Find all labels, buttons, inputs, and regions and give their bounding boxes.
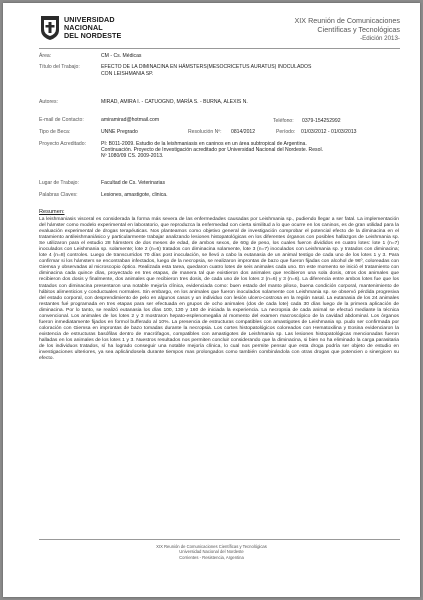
- university-crest-icon: [39, 15, 61, 41]
- resolution-value: 0814/2012: [231, 129, 256, 135]
- period-label: Período:: [276, 129, 296, 135]
- project-value-line-1: PI: B011-2009. Estudio de la leishmaniasis en caninos en un área subtropical de Argentina.: [101, 141, 307, 147]
- keywords-value: Lesiones, amastigote, clinica.: [101, 192, 168, 198]
- phone-value: 0379-154252992: [302, 118, 341, 124]
- logo-text-line-3: DEL NORDESTE: [64, 31, 122, 40]
- footer-line-3: Corrientes - Resistencia, Argentina: [179, 554, 244, 560]
- title-label: Título del Trabajo:: [39, 64, 80, 70]
- university-logo: [39, 15, 169, 45]
- header-divider: [39, 48, 400, 49]
- summary-title: Resumen:: [39, 209, 65, 215]
- area-label: Área:: [39, 53, 52, 59]
- resolution-label: Resolución Nº:: [188, 129, 222, 135]
- event-title-line-2: Científicas y Tecnológicas: [317, 25, 400, 34]
- email-value: amiramirad@hotmail.com: [101, 117, 160, 123]
- period-value: 01/03/2012 - 01/03/2013: [301, 129, 357, 135]
- keywords-label: Palabras Claves:: [39, 192, 78, 198]
- footer-divider: [39, 539, 400, 540]
- event-edition: -Edición 2013-: [360, 35, 400, 42]
- project-label: Proyecto Acreditado:: [39, 141, 87, 147]
- phone-label: Teléfono:: [273, 118, 294, 124]
- event-title-line-1: XIX Reunión de Comunicaciones: [294, 16, 400, 25]
- beca-value: UNNE Pregrado: [101, 129, 138, 135]
- authors-label: Autores:: [39, 99, 58, 105]
- title-value-line-2: CON LEISHMANIA SP.: [101, 71, 154, 77]
- footer-line-1: XIX Reunión de Comunicaciones Científicas y Tecnológicas: [156, 544, 267, 549]
- project-value-line-2: Continuación. Proyecto de Investigación acreditado por Universidad Nacional del Nordeste. Resol.: [101, 147, 323, 153]
- workplace-label: Lugar de Trabajo:: [39, 180, 79, 186]
- workplace-value: Facultad de Cs. Veterinarias: [101, 180, 165, 186]
- summary-text: La leishmaniasis visceral es considerada la forma más severa de las enfermedades causadas por Leishmania sp., pudiendo llegar a ser fatal. La implementación del hámster como modelo experimental en laboratorio, que reproduzca la enfermedad con cierta similitud a lo que ocurre en los caninos, es de gran utilidad para la evaluación experimental de drogas terapéuticas. Nos planteamos como objetivo general de investigación comprobar el potencial efecto de la diminacina en el tratamiento antileishmaniásico y particularmente trabajar analizando lesiones histopatológicas en los diferentes órganos con posibles hallazgos de Leishmania sp. Se utilizaron para el estudio 28 hámsters de dos meses de edad, de ambos sexos, de 60g de peso, los cuales fueron divididos en cuatro lotes: lote 1 (n=7) inoculados con Leishmania sp. solamente; lote 2 (n=6) tratados con diminacina solamente, lote 3 (n=7) inoculados con Leishmania sp. y tratados con diminacina; lote 4 (n=8) controles. Luego de transcurridos 70 días post inoculación, se llevó a cabo la eutanasia de un animal testigo de cada uno de los lotes 1 y 3. Para confirmar si los hámsters se encontraban infectados, luego de la necropsia, se realizaron improntas de bazo que fueron fijadas con alcohol de 96º, coloreadas con Giemsa y observadas al microscopio óptico. Realizada esta tarea, quedaron cuatro lotes de seis animales cada uno. En este momento se inició el tratamiento con diminacina cada quince días, proyectado en tres etapas, de manera tal que existieron dos animales que recibieron una sola dosis, otros dos animales que recibieron dos dosis y finalmente, dos animales que recibieron tres dosis, de cada uno de los lotes 2 (n=6) y 3 (n=6). La diferencia entre ambos lotes fue que los tratados con diminacina presentaron una notable mejoría clínica, evidenciada como: buen estado del manto piloso, buena condición corporal, mantenimiento de hábitos alimenticios y conductuales normales. Sin embargo, en los animales que fueron inoculados solamente con Leishmania sp. se observó pérdida progresiva del estado corporal, con desprendimiento de pelo en algunos casos y un individuo con lesión ulcero-costrosa en la región nasal. La eutanasia de los 24 animales restantes fué programada en tres etapas para ser efectuada en grupos de ocho animales (dos de cada lote) cada 30 días luego de la primera aplicación de diminacina. Por lo tanto, se realizó eutanasia los días 100, 130 y 160 de iniciada la experiencia. La necropsia de cada animal se efectuó mediante la técnica convencional. Los animales de los lotes 2 y 3 mostraron hepato-esplenomegalia al momento del examen macroscópico de la cavidad abdominal. Los órganos fueron inmediatamente fijados en formol bufferado al 10%. La presencia de estructuras compatibles con amastigotes de Leishmania sp. pudo ser confirmada por coloración con Giemsa en improntas de bazo tomadas durante la necropsia. Los cortes histopatológicos coloreados con Hematoxilina y Eosina evidenciaron la existencia de estructuras basófilas dentro de macrófagos, compatibles con amastigotes de Leishmania sp. Las lesiones histopatológicas mencionadas fueron halladas en los animales de los lotes 1 y 3. Nuestros resultados nos permiten concluir considerando que la diminacina, si bien no ha eliminado la carga parasitaria de los individuos tratados, sí ha logrado conseguir una notable mejoría clínica, lo cual nos permite pensar que esta droga podría ser objeto de estudio en investigaciones ulteriores, ya sea aplicándosela durante tiempos mas prolongados como también combinándola con otras drogas que potencien o sinergicen su efecto.: [39, 217, 399, 362]
- project-value-line-3: Nº 1080/09 CS. 2009-2013.: [101, 153, 164, 159]
- footer-line-2: Universidad Nacional del Nordeste: [179, 549, 244, 555]
- event-header: [295, 16, 400, 43]
- title-value-line-1: EFECTO DE LA DIMINACINA EN HÁMSTERS(MESOCRICETUS AURATUS) INOCULADOS: [101, 64, 312, 70]
- page-footer: [3, 544, 420, 560]
- authors-value: MIRAD, AMIRA I. - CATUOGNO, MARÍA S. - BURNA, ALEXIS N.: [101, 99, 248, 105]
- email-label: E-mail de Contacto:: [39, 117, 84, 123]
- logo-text-line-2: NACIONAL: [64, 23, 103, 32]
- document-page: [3, 3, 420, 597]
- area-value: CM - Cs. Médicas: [101, 53, 142, 59]
- logo-text-line-1: UNIVERSIDAD: [64, 15, 115, 24]
- beca-label: Tipo de Beca:: [39, 129, 71, 135]
